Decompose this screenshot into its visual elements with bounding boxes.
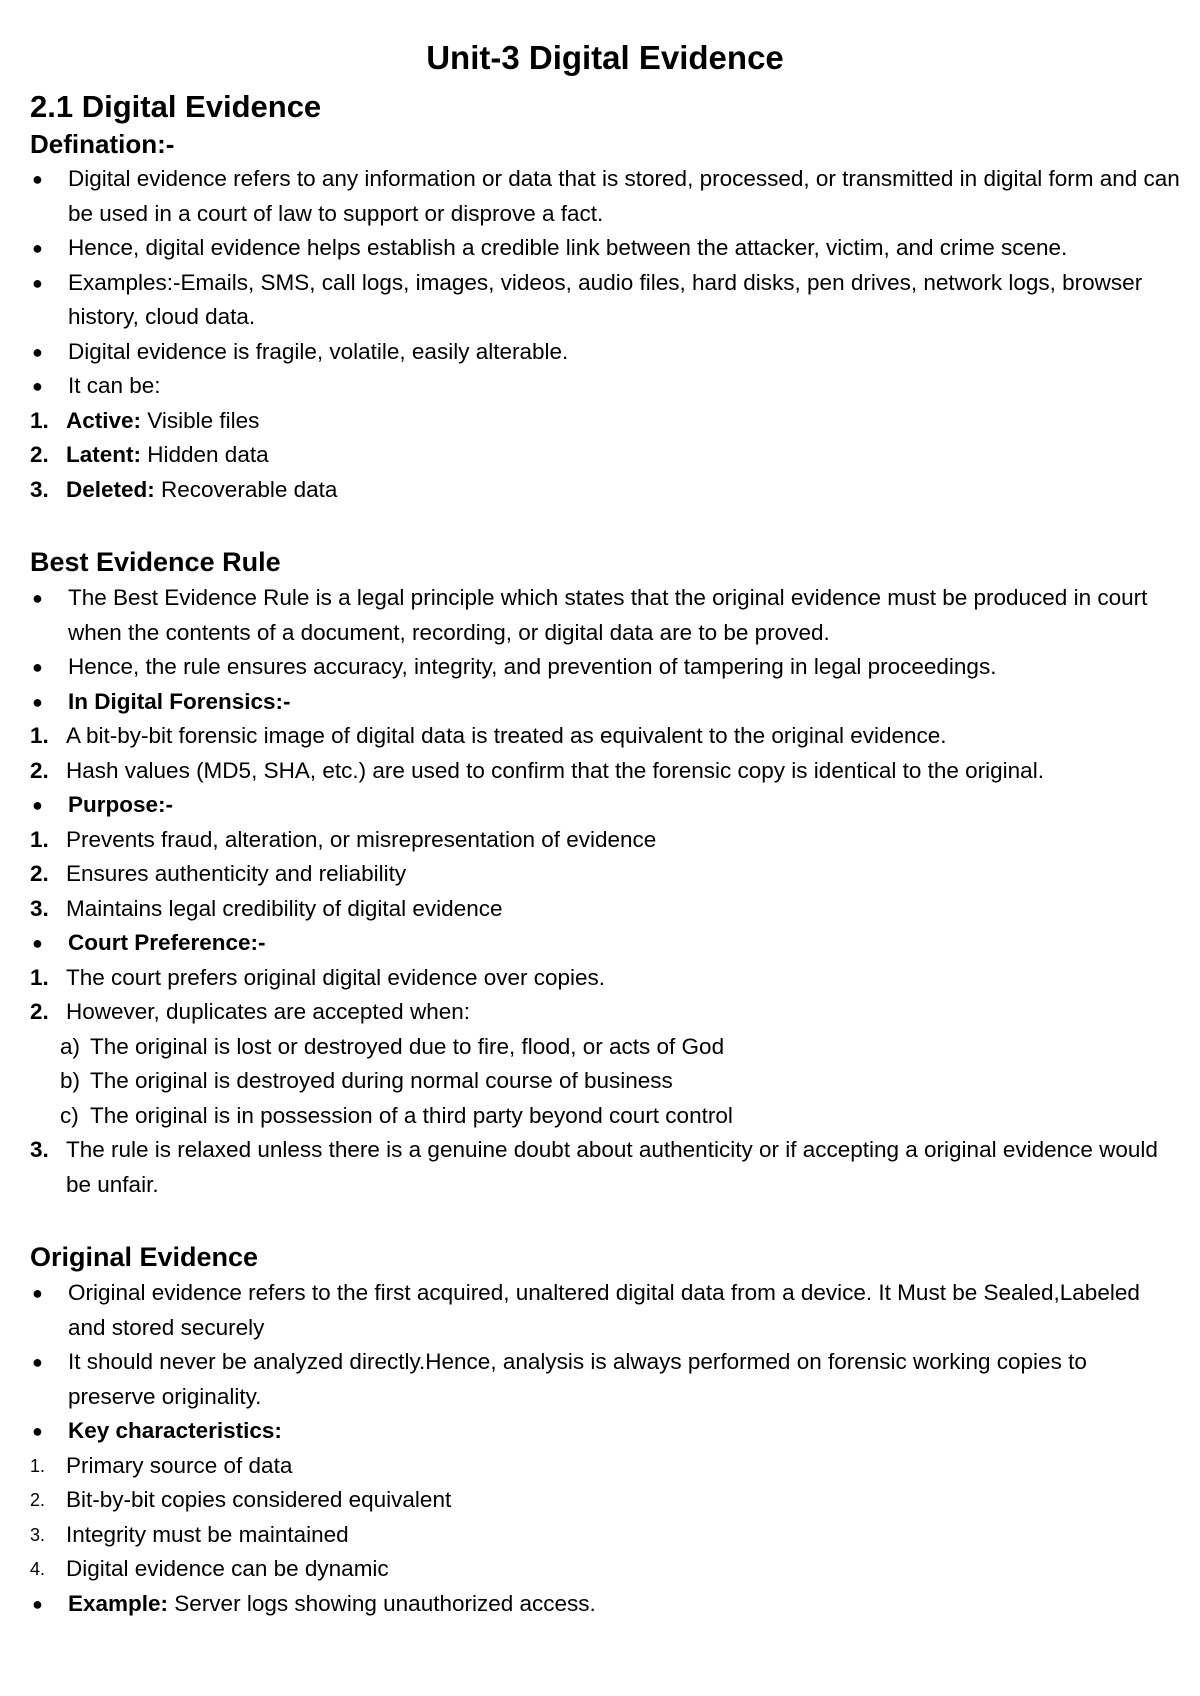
numbered-item: 1. Primary source of data	[30, 1452, 293, 1478]
numbered-item: 1. A bit-by-bit forensic image of digital data is treated as equivalent to the original evidence.	[30, 723, 947, 748]
numbered-item: 4. Digital evidence can be dynamic	[30, 1556, 389, 1581]
bullet-icon: ●	[32, 169, 43, 189]
list-item: ● Examples:-Emails, SMS, call logs, images, videos, audio files, hard disks, pen drives, network logs, browser history, cloud data.	[30, 266, 1180, 335]
list-item: ● It can be:	[30, 369, 1180, 404]
section-heading-original-evidence: Original Evidence	[30, 1242, 259, 1272]
document-title: Unit-3 Digital Evidence	[426, 39, 784, 76]
bullet-icon: ●	[32, 588, 43, 608]
bullet-icon: ●	[32, 1352, 43, 1372]
list-item: ● In Digital Forensics:-	[30, 685, 1180, 720]
list-item: ● Example: Server logs showing unauthorized access.	[30, 1587, 1180, 1622]
numbered-item: 1. Prevents fraud, alteration, or misrepresentation of evidence	[30, 826, 657, 852]
numbered-item: 2. Hash values (MD5, SHA, etc.) are used to confirm that the forensic copy is identical to the original.	[30, 757, 1044, 783]
bullet-icon: ●	[32, 691, 43, 712]
bullet-icon: ●	[32, 1283, 43, 1303]
numbered-item: 2. Ensures authenticity and reliability	[30, 861, 407, 886]
section-heading-digital-evidence: 2.1 Digital Evidence	[30, 89, 322, 124]
document-content	[30, 30, 1180, 1621]
bullet-icon: ●	[32, 376, 43, 396]
numbered-item: 3. Maintains legal credibility of digital evidence	[30, 895, 503, 921]
numbered-item: 2. Latent: Hidden data	[30, 442, 269, 467]
list-item: ● Court Preference:-	[30, 926, 1180, 961]
spacer	[30, 1202, 1180, 1238]
lettered-item: b) The original is destroyed during normal course of business	[60, 1068, 673, 1093]
list-item: ● Hence, digital evidence helps establish a credible link between the attacker, victim, and crime scene.	[30, 231, 1180, 266]
numbered-item: 1. Active: Visible files	[30, 407, 260, 433]
subheading-definition: Defination:-	[30, 129, 175, 159]
list-item: ● Digital evidence is fragile, volatile, easily alterable.	[30, 335, 1180, 370]
lettered-item: c) The original is in possession of a third party beyond court control	[60, 1102, 733, 1128]
list-item: ● The Best Evidence Rule is a legal principle which states that the original evidence must be produced in court when the contents of a document, recording, or digital data are to be proved.	[30, 581, 1180, 650]
bullet-icon: ●	[32, 238, 43, 258]
list-item: ● Purpose:-	[30, 788, 1180, 823]
spacer	[30, 507, 1180, 543]
bullet-icon: ●	[32, 272, 43, 293]
list-item: ● It should never be analyzed directly.Hence, analysis is always performed on forensic working copies to preserve originality.	[30, 1345, 1180, 1414]
bullet-icon: ●	[32, 795, 43, 815]
bullet-icon: ●	[32, 1593, 43, 1614]
numbered-item: 2. However, duplicates are accepted when:	[30, 999, 470, 1024]
numbered-item: 3. Integrity must be maintained	[30, 1521, 349, 1547]
lettered-item: a) The original is lost or destroyed due to fire, flood, or acts of God	[60, 1033, 725, 1059]
bullet-icon: ●	[32, 341, 43, 362]
numbered-item: 1. The court prefers original digital evidence over copies.	[30, 964, 606, 990]
numbered-item: 3. The rule is relaxed unless there is a genuine doubt about authenticity or if accepting a original evidence would be unfair.	[30, 1137, 1158, 1197]
list-item: ● Hence, the rule ensures accuracy, integrity, and prevention of tampering in legal proceedings.	[30, 650, 1180, 685]
section-heading-best-evidence-rule: Best Evidence Rule	[30, 547, 281, 577]
list-item: ● Digital evidence refers to any information or data that is stored, processed, or transmitted in digital form and can be used in a court of law to support or disprove a fact.	[30, 162, 1180, 231]
bullet-icon: ●	[32, 1421, 43, 1441]
bullet-icon: ●	[32, 933, 43, 953]
numbered-item: 3. Deleted: Recoverable data	[30, 476, 338, 502]
numbered-item: 2. Bit-by-bit copies considered equivalent	[30, 1487, 452, 1512]
bullet-icon: ●	[32, 657, 43, 677]
list-item: ● Original evidence refers to the first acquired, unaltered digital data from a device. It Must be Sealed,Labeled and stored securely	[30, 1276, 1180, 1345]
list-item: ● Key characteristics:	[30, 1414, 1180, 1449]
